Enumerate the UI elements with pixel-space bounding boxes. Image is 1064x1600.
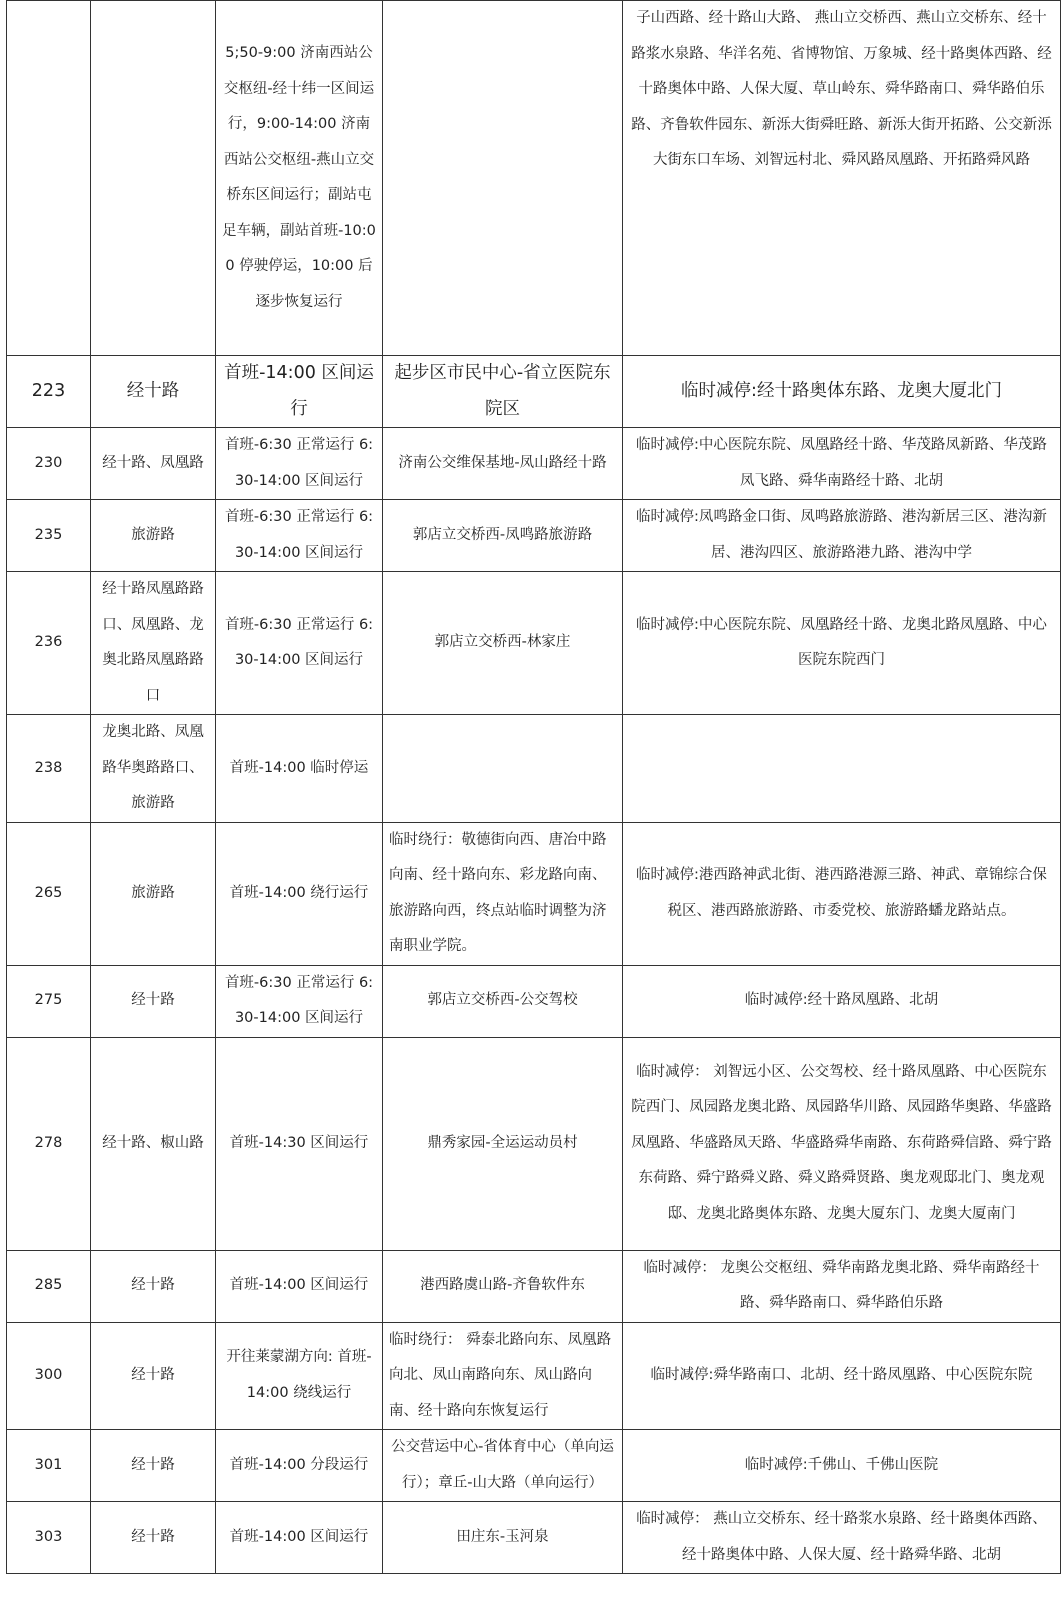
suspended-stops: 临时减停:港西路神武北街、港西路港源三路、神武、章锦综合保税区、港西路旅游路、市委党校、旅游路蟠龙路站点。 bbox=[623, 822, 1061, 965]
road-name: 经十路、凤凰路 bbox=[91, 428, 216, 500]
suspended-stops: 子山西路、经十路山大路、 燕山立交桥西、燕山立交桥东、经十路浆水泉路、华洋名苑、省博物馆、万象城、经十路奥体西路、经十路奥体中路、人保大厦、草山岭东、舜华路南口、舜华路伯乐路、齐鲁软件园东、新泺大街舜旺路、新泺大街开拓路、公交新泺大街东口车场、刘智远村北、舜风路凤凰路、开拓路舜风路 bbox=[623, 1, 1061, 356]
route-number: 278 bbox=[7, 1037, 91, 1250]
suspended-stops: 临时减停： 龙奥公交枢纽、舜华南路龙奥北路、舜华南路经十路、舜华路南口、舜华路伯乐路 bbox=[623, 1250, 1061, 1322]
road-name: 旅游路 bbox=[91, 822, 216, 965]
road-name bbox=[91, 1, 216, 356]
table-row bbox=[7, 1, 1061, 356]
road-name: 经十路 bbox=[91, 1322, 216, 1430]
table-row bbox=[7, 965, 1061, 1037]
route-number: 235 bbox=[7, 500, 91, 572]
road-name: 经十路 bbox=[91, 1502, 216, 1574]
road-name: 旅游路 bbox=[91, 500, 216, 572]
detour-info: 郭店立交桥西-林家庄 bbox=[383, 572, 623, 715]
operation-time: 首班-14:00 分段运行 bbox=[216, 1430, 383, 1502]
table-row bbox=[7, 822, 1061, 965]
detour-info bbox=[383, 1, 623, 356]
detour-info: 公交营运中心-省体育中心（单向运行）；章丘-山大路（单向运行） bbox=[383, 1430, 623, 1502]
suspended-stops: 临时减停:经十路奥体东路、龙奥大厦北门 bbox=[623, 356, 1061, 428]
table-row bbox=[7, 356, 1061, 428]
suspended-stops: 临时减停:千佛山、千佛山医院 bbox=[623, 1430, 1061, 1502]
table-row bbox=[7, 715, 1061, 823]
route-number: 303 bbox=[7, 1502, 91, 1574]
road-name: 经十路 bbox=[91, 1250, 216, 1322]
table-row bbox=[7, 572, 1061, 715]
suspended-stops bbox=[623, 715, 1061, 823]
operation-time: 首班-6:30 正常运行 6:30-14:00 区间运行 bbox=[216, 500, 383, 572]
operation-time: 开往莱蒙湖方向: 首班-14:00 绕线运行 bbox=[216, 1322, 383, 1430]
road-name: 经十路、椒山路 bbox=[91, 1037, 216, 1250]
route-number bbox=[7, 1, 91, 356]
road-name: 经十路凤凰路路口、凤凰路、龙奥北路凤凰路路口 bbox=[91, 572, 216, 715]
operation-time: 首班-6:30 正常运行 6:30-14:00 区间运行 bbox=[216, 965, 383, 1037]
table-row bbox=[7, 1430, 1061, 1502]
operation-time: 首班-14:00 临时停运 bbox=[216, 715, 383, 823]
detour-info: 起步区市民中心-省立医院东院区 bbox=[383, 356, 623, 428]
table-row bbox=[7, 428, 1061, 500]
road-name: 经十路 bbox=[91, 1430, 216, 1502]
suspended-stops: 临时减停:中心医院东院、凤凰路经十路、龙奥北路凤凰路、中心医院东院西门 bbox=[623, 572, 1061, 715]
detour-info: 临时绕行： 舜泰北路向东、凤凰路向北、凤山南路向东、凤山路向南、经十路向东恢复运行 bbox=[383, 1322, 623, 1430]
detour-info bbox=[383, 715, 623, 823]
route-number: 236 bbox=[7, 572, 91, 715]
detour-info: 济南公交维保基地-凤山路经十路 bbox=[383, 428, 623, 500]
operation-time: 首班-14:30 区间运行 bbox=[216, 1037, 383, 1250]
route-number: 275 bbox=[7, 965, 91, 1037]
operation-time: 5;50-9:00 济南西站公交枢纽-经十纬一区间运行，9:00-14:00 济南西站公交枢纽-燕山立交桥东区间运行；副站屯足车辆，副站首班-10:00 停驶停运，10:00 后逐步恢复运行 bbox=[216, 1, 383, 356]
operation-time: 首班-14:00 区间运行 bbox=[216, 356, 383, 428]
operation-time: 首班-14:00 区间运行 bbox=[216, 1250, 383, 1322]
detour-info: 临时绕行：敬德街向西、唐冶中路向南、经十路向东、彩龙路向南、旅游路向西，终点站临时调整为济南职业学院。 bbox=[383, 822, 623, 965]
operation-time: 首班-6:30 正常运行 6:30-14:00 区间运行 bbox=[216, 572, 383, 715]
table-row bbox=[7, 1322, 1061, 1430]
suspended-stops: 临时减停:舜华路南口、北胡、经十路凤凰路、中心医院东院 bbox=[623, 1322, 1061, 1430]
route-number: 238 bbox=[7, 715, 91, 823]
suspended-stops: 临时减停:中心医院东院、凤凰路经十路、华茂路凤新路、华茂路凤飞路、舜华南路经十路、北胡 bbox=[623, 428, 1061, 500]
table-row bbox=[7, 1502, 1061, 1574]
route-number: 230 bbox=[7, 428, 91, 500]
road-name: 经十路 bbox=[91, 356, 216, 428]
detour-info: 鼎秀家园-全运运动员村 bbox=[383, 1037, 623, 1250]
suspended-stops: 临时减停： 刘智远小区、公交驾校、经十路凤凰路、中心医院东院西门、凤园路龙奥北路、凤园路华川路、凤园路华奥路、华盛路凤凰路、华盛路凤天路、华盛路舜华南路、东荷路舜信路、舜宁路东荷路、舜宁路舜义路、舜义路舜贤路、奥龙观邸北门、奥龙观邸、龙奥北路奥体东路、龙奥大厦东门、龙奥大厦南门 bbox=[623, 1037, 1061, 1250]
detour-info: 郭店立交桥西-公交驾校 bbox=[383, 965, 623, 1037]
operation-time: 首班-14:00 绕行运行 bbox=[216, 822, 383, 965]
operation-time: 首班-6:30 正常运行 6:30-14:00 区间运行 bbox=[216, 428, 383, 500]
route-number: 285 bbox=[7, 1250, 91, 1322]
route-number: 301 bbox=[7, 1430, 91, 1502]
route-number: 265 bbox=[7, 822, 91, 965]
bus-route-table bbox=[6, 0, 1061, 1574]
detour-info: 港西路虞山路-齐鲁软件东 bbox=[383, 1250, 623, 1322]
detour-info: 郭店立交桥西-凤鸣路旅游路 bbox=[383, 500, 623, 572]
suspended-stops: 临时减停:凤鸣路金口街、凤鸣路旅游路、港沟新居三区、港沟新居、港沟四区、旅游路港九路、港沟中学 bbox=[623, 500, 1061, 572]
table-row bbox=[7, 500, 1061, 572]
detour-info: 田庄东-玉河泉 bbox=[383, 1502, 623, 1574]
route-number: 223 bbox=[7, 356, 91, 428]
operation-time: 首班-14:00 区间运行 bbox=[216, 1502, 383, 1574]
table-row bbox=[7, 1037, 1061, 1250]
route-number: 300 bbox=[7, 1322, 91, 1430]
road-name: 龙奥北路、凤凰路华奥路路口、旅游路 bbox=[91, 715, 216, 823]
suspended-stops: 临时减停： 燕山立交桥东、经十路浆水泉路、经十路奥体西路、经十路奥体中路、人保大厦、经十路舜华路、北胡 bbox=[623, 1502, 1061, 1574]
road-name: 经十路 bbox=[91, 965, 216, 1037]
table-row bbox=[7, 1250, 1061, 1322]
suspended-stops: 临时减停:经十路凤凰路、北胡 bbox=[623, 965, 1061, 1037]
